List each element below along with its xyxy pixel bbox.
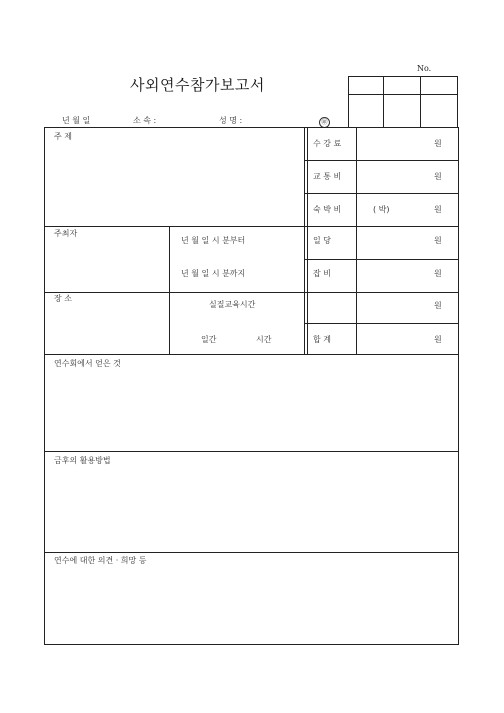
amount-daily: 원 — [434, 236, 442, 245]
lodging-nights: ( 박) — [373, 205, 390, 214]
document-number-label: No. — [417, 64, 432, 73]
schedule-to: 년 월 일 시 분까지 — [181, 269, 246, 278]
actual-hours-label: 실질교육시간 — [209, 300, 256, 309]
amount-transport: 원 — [434, 172, 442, 181]
organizer-label: 주최자 — [54, 229, 78, 238]
cost-label-lodging: 숙 박 비 — [313, 205, 342, 214]
amount-lodging: 원 — [434, 205, 442, 214]
usage-label: 금후의 활용방법 — [54, 456, 111, 465]
date-field: 년 월 일 — [62, 116, 91, 125]
cost-label-daily: 일 당 — [313, 236, 331, 245]
amount-misc: 원 — [434, 269, 442, 278]
approval-box — [348, 76, 458, 128]
amount-total: 원 — [434, 335, 442, 344]
department-field: 소 속 : — [133, 116, 157, 125]
cost-label-total: 합 계 — [313, 335, 331, 344]
cost-label-misc: 잡 비 — [313, 269, 331, 278]
seal-icon: ㊞ — [319, 117, 330, 128]
subject-label: 주 제 — [54, 132, 72, 141]
schedule-from: 년 월 일 시 분부터 — [181, 236, 246, 245]
opinion-label: 연수에 대한 의견 · 희망 등 — [54, 556, 147, 565]
place-label: 장 소 — [54, 294, 72, 303]
report-form — [44, 127, 459, 645]
amount-blank: 원 — [434, 301, 442, 310]
name-field: 성 명 : — [219, 116, 243, 125]
hours-label: 시간 — [256, 335, 272, 344]
cost-label-transport: 교 통 비 — [313, 172, 342, 181]
days-label: 일간 — [201, 335, 217, 344]
cost-label-tuition: 수 강 료 — [313, 139, 342, 148]
gained-label: 연수회에서 얻은 것 — [54, 359, 121, 368]
amount-tuition: 원 — [434, 139, 442, 148]
page-title: 사외연수참가보고서 — [130, 76, 265, 94]
